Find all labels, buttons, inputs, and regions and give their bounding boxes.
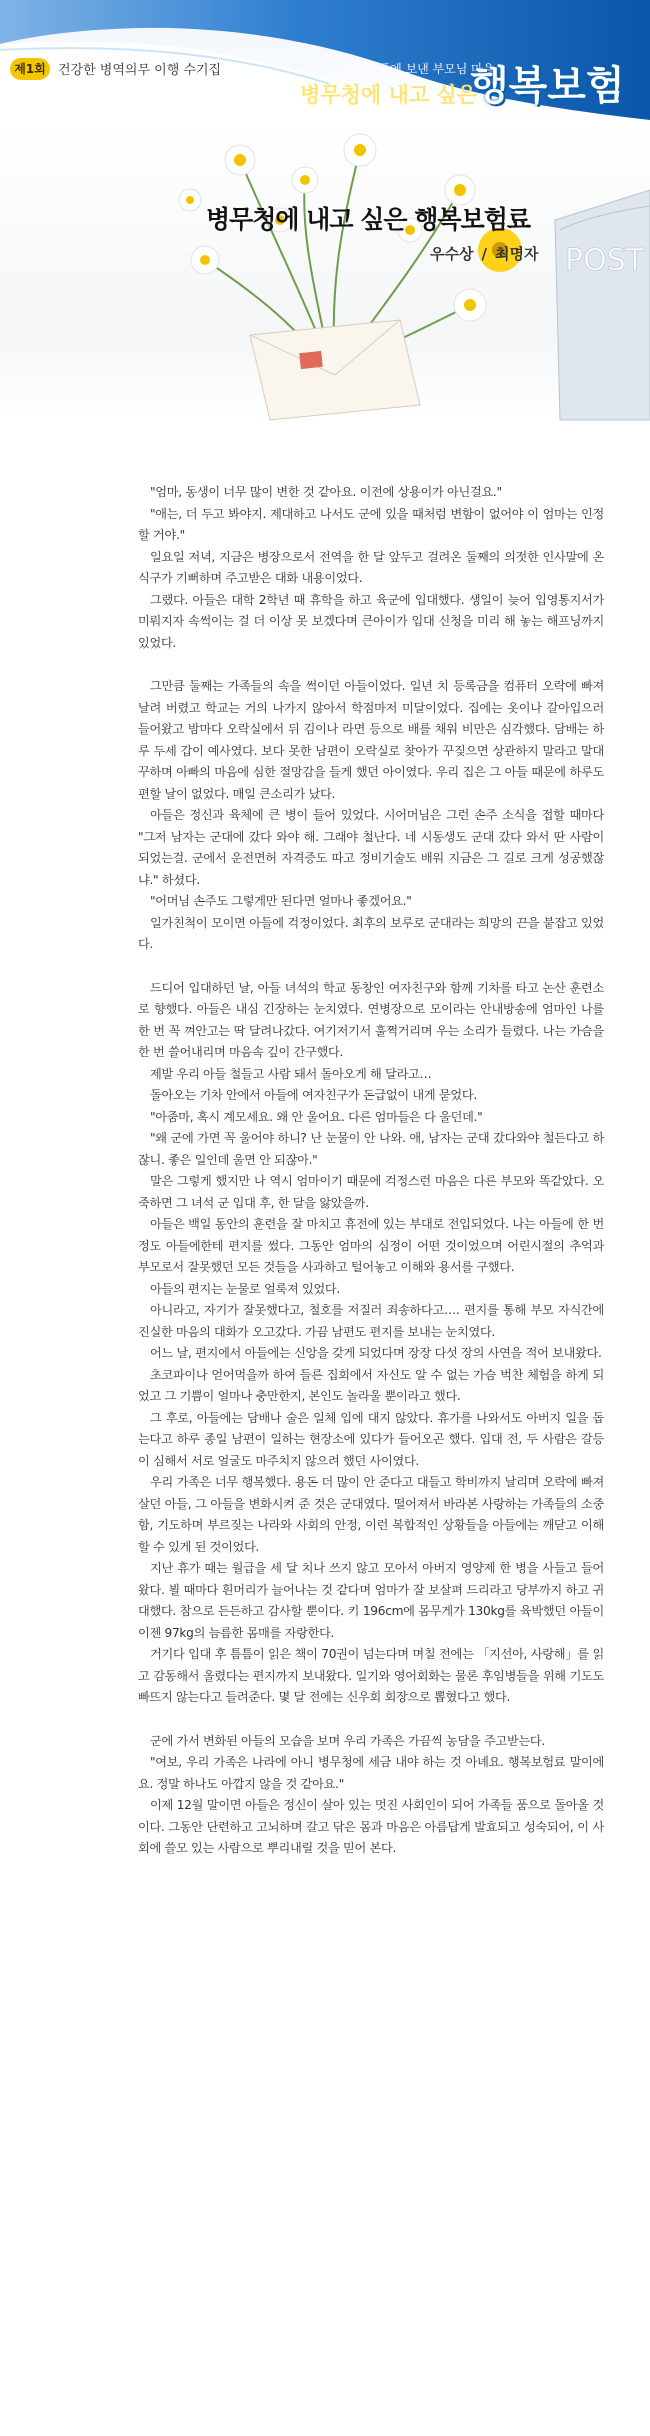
- postbox-text: POST: [565, 243, 645, 278]
- paragraph-gap: [138, 1709, 604, 1731]
- article-paragraph: 거기다 입대 후 틈틈이 읽은 책이 70권이 넘는다며 며칠 전에는 「지선아, 사랑해」를 읽고 감동해서 올렸다는 편지까지 보내왔다. 일기와 영어회화는 물론 후임병들을 위해 기도도 빠뜨지 않는다고 들려준다. 몇 달 전에는 신우회 회장으로 뽑혔다고 했다.: [138, 1647, 604, 1704]
- article-paragraph: "왜 군에 가면 꼭 울어야 하니? 난 눈물이 안 나와. 애, 남자는 군대 갔다와야 철든다고 하잖니. 좋은 일인데 울면 안 되잖아.": [138, 1131, 604, 1167]
- author-name: 최명자: [494, 245, 539, 263]
- article-paragraph: "엄마, 동생이 너무 많이 변한 것 같아요. 이전에 상용이가 아닌걸요.": [150, 485, 502, 499]
- article-body: [138, 482, 604, 1860]
- article-paragraph: 어느 날, 편지에서 아들에는 신앙을 갖게 되었다며 장장 다섯 장의 사연을 적어 보내왔다.: [150, 1346, 602, 1360]
- paragraph-gap: [138, 654, 604, 676]
- page-header: [0, 0, 650, 120]
- article-paragraph: 드디어 입대하던 날, 아들 녀석의 학교 동창인 여자친구와 함께 기차를 타고 논산 훈련소로 향했다. 아들은 내심 긴장하는 눈치였다. 연병장으로 모이라는 안내방송에 엄마인 나를 한 번 꼭 껴안고는 딱 달려나갔다. 여기저기서 훌쩍거리며 우는 소리가 들렸다. 나는 가슴을 한 번 쓸어내리며 마음속 깊이 간구했다.: [138, 980, 604, 1059]
- article-paragraph: 초코파이나 얻어먹을까 하여 들른 집회에서 자신도 알 수 없는 가슴 벅찬 체험을 하게 되었고 그 기쁨이 얼마나 충만한지, 본인도 놀라울 뿐이라고 했다.: [138, 1367, 604, 1403]
- article-paragraph: 아들은 정신과 육체에 큰 병이 들어 있었다. 시어머님은 그런 손주 소식을 접할 때마다 "그저 남자는 군대에 갔다 와야 해. 그래야 철난다. 네 시동생도 군대 갔다 와서 딴 사람이 되었는걸. 군에서 운전면허 자격증도 따고 정비기술도 배워 지금은 그 길로 크게 성공했잖냐." 하셨다.: [138, 808, 604, 887]
- brand-logo: 행복보험: [470, 63, 625, 109]
- hero-illustration: [0, 120, 650, 420]
- award-label: 우수상: [430, 245, 474, 263]
- brand-tagline: 아들을 품에 보낸 부모님 마음: [340, 62, 495, 76]
- article-paragraph: 아들은 백일 동안의 훈련을 잘 마치고 휴전에 있는 부대로 전입되었다. 나는 아들에 한 번 정도 아들에한테 편지를 썼다. 그동안 엄마의 심정이 어떤 것이었으며 어린시절의 추억과 부모로서 잘못했던 모든 것들을 사과하고 털어놓고 이해와 용서를 구했다.: [138, 1217, 604, 1274]
- article-paragraph: 이제 12월 말이면 아들은 정신이 살아 있는 멋진 사회인이 되어 가족들 품으로 돌아올 것이다. 그동안 단련하고 고뇌하며 갈고 닦은 몸과 마음은 아름답게 발효되고 성숙되어, 이 사회에 쓸모 있는 사람으로 뿌리내릴 것을 믿어 본다.: [138, 1798, 604, 1855]
- article-paragraph: 말은 그렇게 했지만 나 역시 엄마이기 때문에 걱정스런 마음은 다른 부모와 똑같았다. 오죽하면 그 녀석 군 입대 후, 한 달을 앓았을까.: [138, 1174, 604, 1210]
- envelope-graphic: [250, 320, 420, 420]
- article-paragraph: "아줌마, 혹시 계모세요. 왜 안 울어요. 다른 엄마들은 다 울던데.": [150, 1109, 483, 1124]
- article-paragraph: 군에 가서 변화된 아들의 모습을 보며 우리 가족은 가끔씩 농담을 주고받는다.: [150, 1733, 545, 1748]
- series-title: 건강한 병역의무 이행 수기집: [58, 63, 222, 78]
- article-paragraph: 그 후로, 아들에는 담배나 술은 일체 입에 대지 않았다. 휴가를 나와서도 아버지 일을 돕는다고 하루 종일 남편이 일하는 현장소에 있다가 들어오곤 했다. 입대 전, 두 사람은 갈등이 심해서 서로 얼굴도 마주치지 않으려 했던 사이였다.: [138, 1410, 604, 1468]
- flowers-and-postbox-illustration: [0, 120, 650, 420]
- article-paragraph: "어머님 손주도 그렇게만 된다면 얼마나 좋겠어요.": [150, 894, 412, 908]
- article-paragraph: "여보, 우리 가족은 나라에 아니 병무청에 세금 내야 하는 것 아녜요. 행복보험료 말이에요. 정말 하나도 아깝지 않을 것 같아요.": [138, 1755, 604, 1791]
- author-separator: /: [481, 245, 487, 263]
- postbox-graphic: [555, 190, 650, 420]
- article-paragraph: 아들의 편지는 눈물로 얼룩져 있었다.: [150, 1281, 340, 1296]
- article-paragraph: 일가친척이 모이면 아들에 걱정이었다. 최후의 보루로 군대라는 희망의 끈을 붙잡고 있었다.: [138, 915, 604, 951]
- article-paragraph: 그만큼 둘째는 가족들의 속을 썩이던 아들이었다. 일년 치 등록금을 컴퓨터 오락에 빠져 날려 버렸고 학교는 거의 나가지 않아서 학점마저 미달이었다. 집에는 옷이나 갈아입으러 들어왔고 밤마다 오락실에서 뒤 김이나 라면 등으로 배를 채워 비만은 심각했다. 담배는 하루 두세 갑이 예사였다. 보다 못한 남편이 오락실로 찾아가 꾸짖으면 상관하지 말라고 말대꾸하며 아빠의 마음에 심한 절망감을 들게 했던 아이였다. 우리 집은 그 아들 때문에 하루도 편할 날이 없었다. 매일 큰소리가 났다.: [138, 679, 604, 801]
- article-paragraph: 우리 가족은 너무 행복했다. 용돈 더 많이 안 준다고 대들고 학비까지 날리며 오락에 빠져 살던 아들, 그 아들을 변화시켜 준 것은 군대였다. 떨어져서 바라본 사랑하는 가족들의 소중함, 기도하며 부르짖는 나라와 사회의 안정, 이런 복합적인 상황들을 아들에는 깨닫고 이해할 수 있게 된 것이었다.: [138, 1475, 604, 1554]
- article-paragraph: 돌아오는 기차 안에서 아들에 여자친구가 돈급없이 내게 묻었다.: [150, 1088, 477, 1102]
- article-paragraph: 제발 우리 아들 철들고 사람 돼서 돌아오게 해 달라고…: [150, 1066, 432, 1081]
- series-badge: 제1회: [10, 58, 50, 80]
- paragraph-gap: [138, 956, 604, 978]
- article-author: [430, 243, 538, 264]
- article-paragraph: 아니라고, 자기가 잘못했다고, 철호를 저질러 죄송하다고…. 편지를 통해 부모 자식간에 진실한 마음의 대화가 오고갔다. 가끔 남편도 편지를 보내는 눈치였다.: [138, 1303, 604, 1339]
- article-paragraph: 지난 휴가 때는 월급을 세 달 치나 쓰지 않고 모아서 아버지 영양제 한 병을 사들고 들어왔다. 뵐 때마다 흰머리가 늘어나는 것 같다며 엄마가 잘 보살펴 드리라고 당부까지 하고 귀대했다. 참으로 든든하고 감사할 뿐이다. 키 196cm에 몸무게가 130kg를 육박했던 아들이 이젠 97kg의 늠름한 몸매를 자랑한다.: [138, 1561, 604, 1640]
- article-paragraph: 일요일 저녁, 지금은 병장으로서 전역을 한 달 앞두고 걸려온 둘째의 의젓한 인사말에 온 식구가 기뻐하며 주고받은 대화 내용이었다.: [138, 549, 604, 585]
- article-paragraph: "애는, 더 두고 봐야지. 제대하고 나서도 군에 있을 때처럼 변함이 없어야 이 엄마는 인정할 거야.": [138, 506, 604, 542]
- article-title: 병무청에 내고 싶은 행복보험료: [205, 205, 530, 234]
- brand-line: 병무청에 내고 싶은: [300, 83, 477, 107]
- article-paragraph: 그랬다. 아들은 대학 2학년 때 휴학을 하고 육군에 입대했다. 생일이 늦어 입영통지서가 미뤄지자 속썩이는 걸 더 이상 못 보겠다며 큰아이가 입대 신청을 미리 해 놓는 해프닝까지 있었다.: [138, 592, 604, 650]
